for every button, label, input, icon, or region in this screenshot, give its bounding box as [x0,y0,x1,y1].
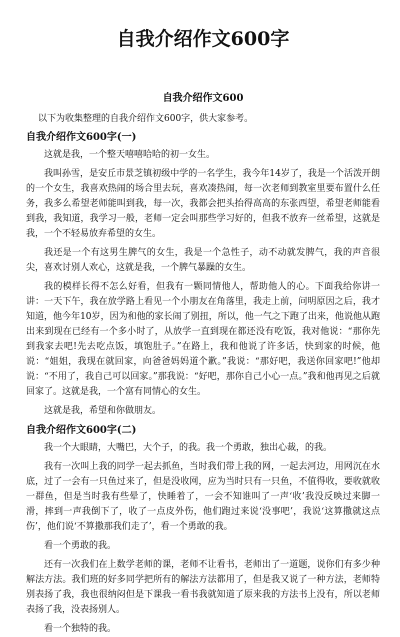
document-title: 自我介绍作文600字 [116,28,290,50]
section-2-paragraph-4: 还有一次我们在上数学老师的课，老师不让看书，老师出了一道题，说你们有多少种解法方法。我们班的好多同学把所有的解法方法都用了，但是我又说了一种方法，老师特别表扬了我，我也很纳闷但是下课我一看书我就知道了原来我的方法书上没有，所以老师表扬了我，没表扬别人。 [26,560,380,615]
section-1-paragraph-2: 我叫孙雪，是安丘市景芝镇初级中学的一名学生，我今年14岁了，我是一个活泼开朗的一个女生，我喜欢热闹的场合里去玩，喜欢凑热闹，每一次老师到教室里要布置什么任务，我多么希望老师能叫到我，每一次，我都会把头抬得高高的东张西望，希望老师能看到我，我知道，我学习一般，老师一定会叫那些学习好的，但我不放弃一丝希望，这就是我，一个不轻易放弃希望的女生。 [26,169,380,239]
document-page [0,24,400,634]
section-1-paragraph-4: 我的模样长得不怎么好看，但我有一颗同情他人，帮助他人的心。下面我给你讲一讲：一天下午，我在放学路上看见一个小朋友在角落里，我走上前，问明原因之后，我才知道，他今年10岁，因为和他的家长闹了别扭，所以，他一气之下跑了出来，他说他从跑出来到现在已经有一个多小时了，从放学一直到现在都还没有吃饭，我对他说：“那你先到我家去吧!先去吃点饭，填饱肚子。”在路上，我和他说了许多话，快到家的时候，他说：“姐姐，我现在就回家，向爸爸妈妈道个歉。”我说：“那好吧，我送你回家吧!”他却说：“不用了，我自己可以回家。”那我说：“好吧，那你自己小心一点。”我和他再见之后就回家了。这就是我，一个富有同情心的女生。 [26,282,380,397]
section-1-paragraph-1: 这就是我，一个整天嘻嘻哈哈的初一女生。 [44,150,216,160]
section-2-paragraph-5: 看一个独特的我。 [44,624,117,634]
document-subtitle: 自我介绍作文600 [162,93,244,104]
section-heading-2: 自我介绍作文600字(二) [26,425,137,436]
section-1-paragraph-3: 我还是一个有这男生脾气的女生，我是一个急性子，动不动就发脾气，我的声音很尖，喜欢讨别人欢心，这就是我，一个脾气暴躁的女生。 [26,248,380,273]
intro-paragraph: 以下为收集整理的自我介绍作文600字，供大家参考。 [38,114,254,124]
section-2-paragraph-2: 我有一次叫上我的同学一起去抓鱼，当时我们带上我的网，一起去河边，用网沉在水底，过了一会有一只鱼过来了，但是没收网，应为当时只有一只鱼，不值得收，要收就收一群鱼，但是当时我有些晕了，快睡着了，一会不知谁叫了一声‘收’我没反映过来脚一滑，摔到一声我倒下了，收了一点皮外伤，他们跑过来说‘没事吧’，我说‘这算撒就这点伤’，他们说‘不算撒那我们走了’，看一个勇敢的我。 [26,462,380,532]
section-2-paragraph-3: 看一个勇敢的我。 [44,541,117,551]
section-heading-1: 自我介绍作文600字(一) [26,132,137,143]
section-2-paragraph-1: 我一个大眼睛，大嘴巴，大个子，的我。我一个勇敢，独出心裁，的我。 [44,443,333,453]
section-1-paragraph-5: 这就是我，希望和你做朋友。 [44,406,162,416]
